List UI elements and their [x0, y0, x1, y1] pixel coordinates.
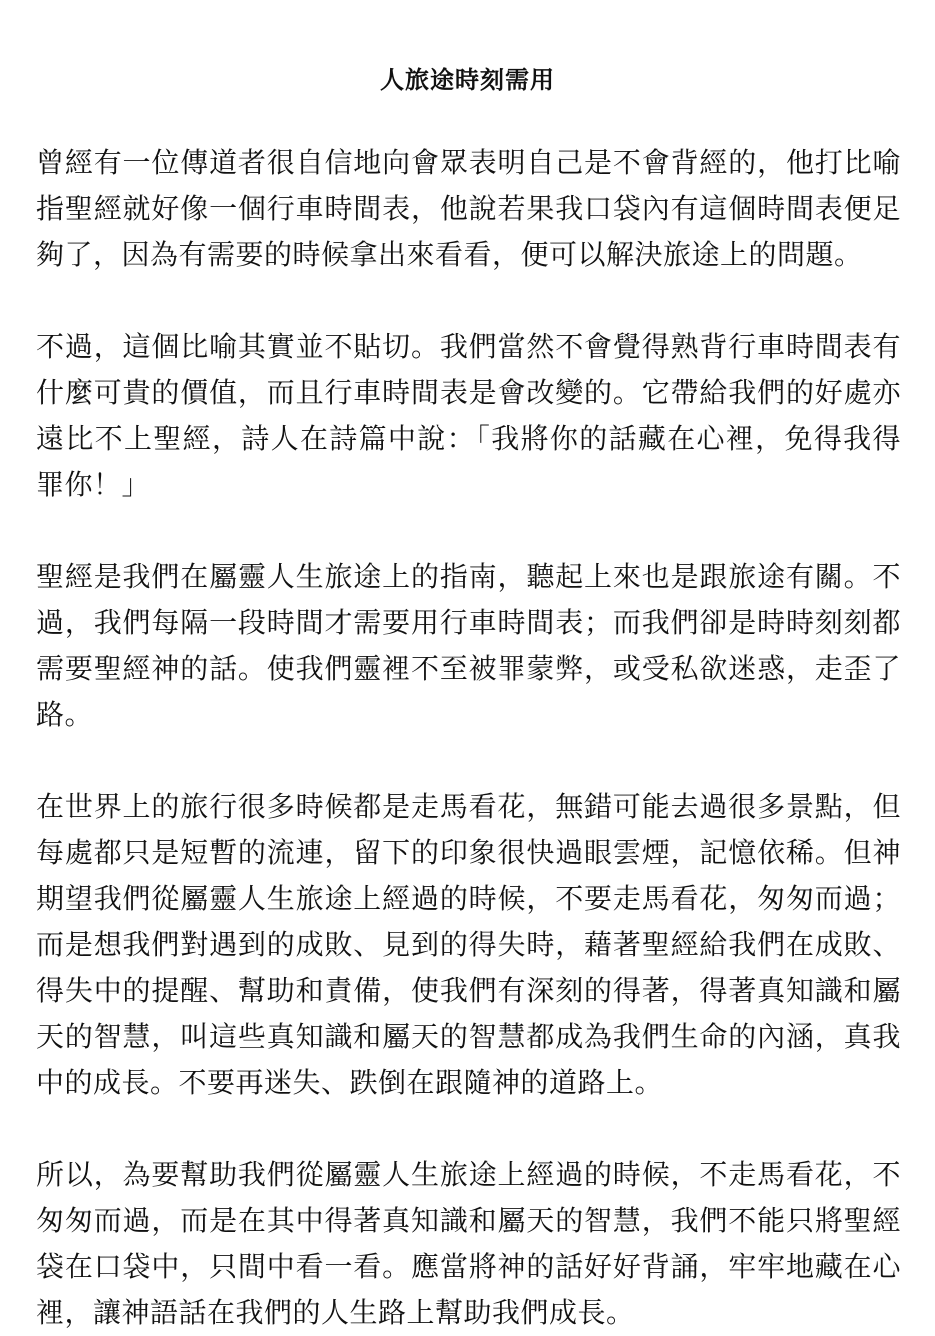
paragraph-4: 在世界上的旅行很多時候都是走馬看花，無錯可能去過很多景點，但每處都只是短暫的流連，留下的印象很快過眼雲煙，記憶依稀。但神期望我們從屬靈人生旅途上經過的時候，不要走馬看花，匆匆而過；而是想我們對遇到的成敗、見到的得失時，藉著聖經給我們在成敗、得失中的提醒、幫助和責備，使我們有深刻的得著，得著真知識和屬天的智慧，叫這些真知識和屬天的智慧都成為我們生命的內涵，真我中的成長。不要再迷失、跌倒在跟隨神的道路上。 [36, 790, 901, 1099]
paragraph-2: 不過，這個比喻其實並不貼切。我們當然不會覺得熟背行車時間表有什麼可貴的價值，而且行車時間表是會改變的。它帶給我們的好處亦遠比不上聖經，詩人在詩篇中說：「我將你的話藏在心裡，免得我得罪你！」 [36, 330, 901, 501]
document-body [36, 140, 901, 1336]
document-title: 人旅途時刻需用 [380, 66, 555, 94]
paragraph-1: 曾經有一位傳道者很自信地向會眾表明自己是不會背經的，他打比喻指聖經就好像一個行車時間表，他說若果我口袋內有這個時間表便足夠了，因為有需要的時候拿出來看看，便可以解決旅途上的問題。 [36, 146, 901, 271]
paragraph-5: 所以，為要幫助我們從屬靈人生旅途上經過的時候，不走馬看花，不匆匆而過，而是在其中得著真知識和屬天的智慧，我們不能只將聖經袋在口袋中，只間中看一看。應當將神的話好好背誦，牢牢地藏在心裡，讓神語話在我們的人生路上幫助我們成長。 [36, 1158, 901, 1329]
paragraph-3: 聖經是我們在屬靈人生旅途上的指南，聽起上來也是跟旅途有關。不過，我們每隔一段時間才需要用行車時間表；而我們卻是時時刻刻都需要聖經神的話。使我們靈裡不至被罪蒙弊，或受私欲迷惑，走歪了路。 [36, 560, 901, 731]
